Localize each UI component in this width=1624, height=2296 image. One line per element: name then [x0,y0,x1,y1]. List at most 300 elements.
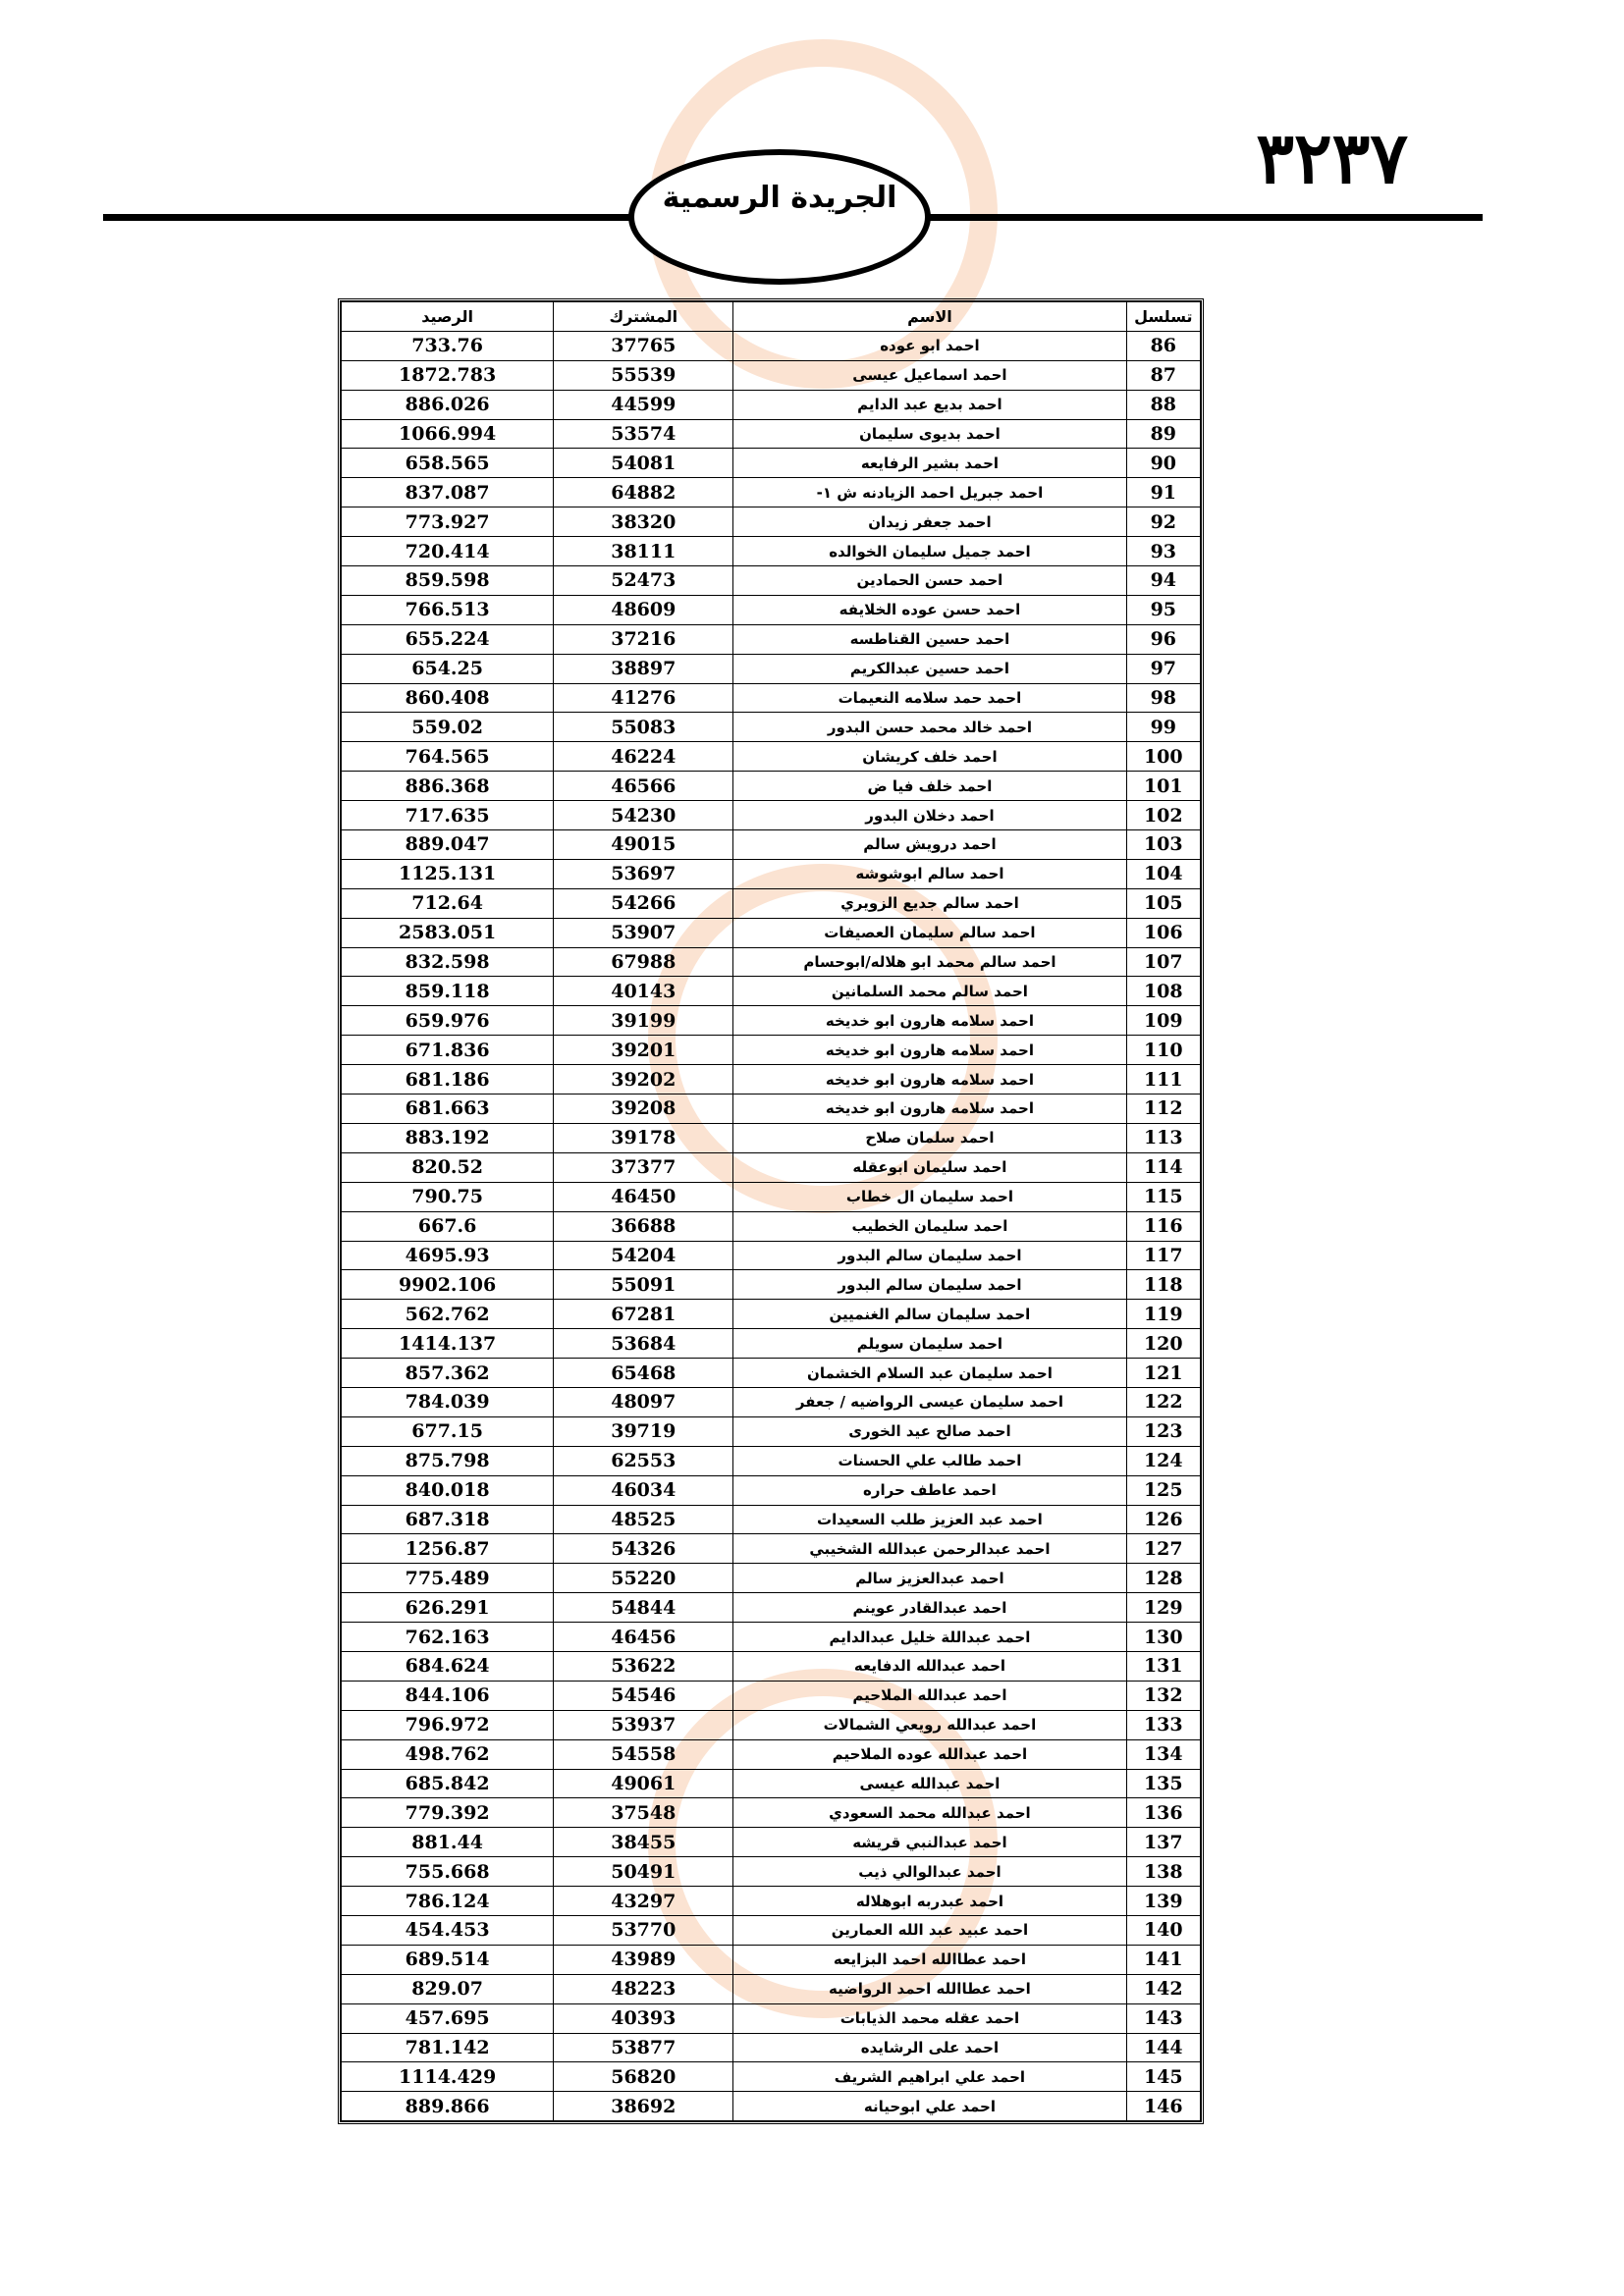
subscriber-cell: 48525 [554,1505,733,1534]
serial-cell: 92 [1126,507,1200,537]
name-cell: احمد طالب علي الحسنات [733,1446,1126,1475]
name-cell: احمد خلف فيا ض [733,772,1126,801]
table-row [342,1211,1201,1241]
table-row [342,1446,1201,1475]
subscriber-cell: 55091 [554,1270,733,1300]
name-cell: احمد عبدالرحمن عبدالله الشخيبي [733,1534,1126,1564]
table-row [342,2092,1201,2121]
serial-cell: 122 [1126,1387,1200,1416]
subscriber-cell: 38897 [554,654,733,683]
table-row [342,1329,1201,1359]
name-cell: احمد سليمان عبد السلام الخشمان [733,1359,1126,1388]
subscriber-cell: 54081 [554,449,733,478]
serial-cell: 89 [1126,419,1200,449]
name-cell: احمد سليمان سالم الغنميين [733,1300,1126,1329]
table-row [342,1300,1201,1329]
subscriber-cell: 49061 [554,1769,733,1798]
balance-cell: 779.392 [342,1798,554,1828]
name-cell: احمد عبدالله عوده الملاحيم [733,1739,1126,1769]
subscriber-cell: 41276 [554,683,733,713]
subscriber-cell: 54266 [554,888,733,918]
balance-cell: 755.668 [342,1857,554,1887]
table-row [342,360,1201,390]
serial-cell: 135 [1126,1769,1200,1798]
header-balance: الرصيد [342,302,554,332]
name-cell: احمد جعفر زيدان [733,507,1126,537]
table-row [342,1036,1201,1065]
serial-cell: 119 [1126,1300,1200,1329]
serial-cell: 101 [1126,772,1200,801]
balance-cell: 654.25 [342,654,554,683]
serial-cell: 97 [1126,654,1200,683]
serial-cell: 93 [1126,537,1200,566]
serial-cell: 139 [1126,1887,1200,1916]
balance-cell: 860.408 [342,683,554,713]
serial-cell: 90 [1126,449,1200,478]
name-cell: احمد عبدالقادر عوينم [733,1593,1126,1623]
balance-cell: 766.513 [342,595,554,624]
balance-cell: 832.598 [342,947,554,977]
serial-cell: 108 [1126,977,1200,1006]
table-row [342,507,1201,537]
subscriber-cell: 48223 [554,1974,733,2003]
masthead-title: الجريدة الرسمية [662,180,897,215]
table-row [342,1857,1201,1887]
serial-cell: 136 [1126,1798,1200,1828]
balance-cell: 857.362 [342,1359,554,1388]
balance-cell: 784.039 [342,1387,554,1416]
balance-cell: 1872.783 [342,360,554,390]
name-cell: احمد عطاالله احمد الرواضيه [733,1974,1126,2003]
name-cell: احمد صالح عيد الخورى [733,1416,1126,1446]
table-row [342,1681,1201,1710]
balance-cell: 667.6 [342,1211,554,1241]
table-row [342,947,1201,977]
table-row [342,1769,1201,1798]
subscriber-cell: 64882 [554,478,733,507]
table-row [342,1505,1201,1534]
name-cell: احمد عبدالله رويعي الشمالات [733,1710,1126,1739]
subscriber-cell: 53907 [554,918,733,947]
table-row [342,859,1201,888]
name-cell: احمد سليمان الخطيب [733,1211,1126,1241]
table-row [342,772,1201,801]
name-cell: احمد عبدالعزيز سالم [733,1564,1126,1593]
table-row [342,1006,1201,1036]
serial-cell: 137 [1126,1828,1200,1857]
balance-cell: 796.972 [342,1710,554,1739]
subscriber-cell: 38111 [554,537,733,566]
subscriber-cell: 37765 [554,331,733,360]
table-row [342,1651,1201,1681]
balance-cell: 1256.87 [342,1534,554,1564]
balance-cell: 883.192 [342,1123,554,1152]
name-cell: احمد عبد العزيز طلب السعيدات [733,1505,1126,1534]
name-cell: احمد علي ابراهيم الشريف [733,2062,1126,2092]
name-cell: احمد حسين القناطسه [733,624,1126,654]
balance-cell: 498.762 [342,1739,554,1769]
serial-cell: 103 [1126,830,1200,860]
subscriber-cell: 46456 [554,1623,733,1652]
subscriber-cell: 38692 [554,2092,733,2121]
table-row [342,566,1201,596]
name-cell: احمد درويش سالم [733,830,1126,860]
subscriber-cell: 67988 [554,947,733,977]
subscriber-cell: 55220 [554,1564,733,1593]
balance-cell: 1125.131 [342,859,554,888]
subscriber-cell: 54558 [554,1739,733,1769]
table-row [342,419,1201,449]
serial-cell: 94 [1126,566,1200,596]
balance-cell: 658.565 [342,449,554,478]
table-row [342,1945,1201,1974]
serial-cell: 115 [1126,1182,1200,1211]
serial-cell: 128 [1126,1564,1200,1593]
balance-cell: 859.598 [342,566,554,596]
serial-cell: 104 [1126,859,1200,888]
name-cell: احمد عبدالوالي ذيب [733,1857,1126,1887]
balance-cell: 859.118 [342,977,554,1006]
serial-cell: 138 [1126,1857,1200,1887]
subscriber-cell: 54230 [554,801,733,830]
subscriber-cell: 44599 [554,390,733,419]
serial-cell: 106 [1126,918,1200,947]
balance-cell: 626.291 [342,1593,554,1623]
name-cell: احمد اسماعيل عيسى [733,360,1126,390]
serial-cell: 141 [1126,1945,1200,1974]
balance-cell: 837.087 [342,478,554,507]
name-cell: احمد عبيد عبد الله العمارين [733,1915,1126,1945]
table-row [342,918,1201,947]
subscriber-cell: 53574 [554,419,733,449]
table-row [342,2003,1201,2033]
serial-cell: 124 [1126,1446,1200,1475]
name-cell: احمد عبدالله الدفايعه [733,1651,1126,1681]
name-cell: احمد بديع عبد الدايم [733,390,1126,419]
name-cell: احمد ابو عوده [733,331,1126,360]
balance-cell: 829.07 [342,1974,554,2003]
balance-cell: 781.142 [342,2033,554,2062]
name-cell: احمد سالم ابوشوشه [733,859,1126,888]
balance-cell: 9902.106 [342,1270,554,1300]
table-row [342,888,1201,918]
serial-cell: 127 [1126,1534,1200,1564]
table-row [342,595,1201,624]
table-row [342,1182,1201,1211]
subscriber-cell: 54204 [554,1241,733,1270]
serial-cell: 113 [1126,1123,1200,1152]
subscriber-cell: 39178 [554,1123,733,1152]
balance-cell: 886.026 [342,390,554,419]
table-row [342,1593,1201,1623]
subscriber-cell: 62553 [554,1446,733,1475]
name-cell: احمد حسن الحمادين [733,566,1126,596]
table-row [342,331,1201,360]
name-cell: احمد سالم سليمان العصيفات [733,918,1126,947]
serial-cell: 109 [1126,1006,1200,1036]
balance-cell: 881.44 [342,1828,554,1857]
subscriber-cell: 52473 [554,566,733,596]
subscriber-cell: 37548 [554,1798,733,1828]
serial-cell: 142 [1126,1974,1200,2003]
header-subscriber: المشترك [554,302,733,332]
name-cell: احمد حسين عبدالكريم [733,654,1126,683]
subscriber-cell: 53937 [554,1710,733,1739]
table-row [342,478,1201,507]
serial-cell: 118 [1126,1270,1200,1300]
serial-cell: 143 [1126,2003,1200,2033]
balance-cell: 840.018 [342,1475,554,1505]
balance-cell: 786.124 [342,1887,554,1916]
serial-cell: 88 [1126,390,1200,419]
table-row [342,1564,1201,1593]
name-cell: احمد سليمان سويلم [733,1329,1126,1359]
subscriber-cell: 43989 [554,1945,733,1974]
name-cell: احمد عطاالله احمد البزايعه [733,1945,1126,1974]
name-cell: احمد عقله محمد الذيابات [733,2003,1126,2033]
table-row [342,1828,1201,1857]
name-cell: احمد حمد سلامه النعيمات [733,683,1126,713]
subscriber-cell: 39199 [554,1006,733,1036]
name-cell: احمد سلامه هارون ابو خديخه [733,1065,1126,1095]
balance-cell: 655.224 [342,624,554,654]
balance-cell: 681.186 [342,1065,554,1095]
table-row [342,1152,1201,1182]
serial-cell: 116 [1126,1211,1200,1241]
serial-cell: 144 [1126,2033,1200,2062]
name-cell: احمد عبدالنبي قريشه [733,1828,1126,1857]
name-cell: احمد سلامه هارون ابو خديخه [733,1095,1126,1124]
balance-cell: 562.762 [342,1300,554,1329]
serial-cell: 146 [1126,2092,1200,2121]
table-row [342,1270,1201,1300]
name-cell: احمد سليمان ابوعقله [733,1152,1126,1182]
name-cell: احمد بديوى سليمان [733,419,1126,449]
name-cell: احمد سليمان عيسى الرواضيه / جعفر [733,1387,1126,1416]
name-cell: احمد سالم محمد السلمانين [733,977,1126,1006]
name-cell: احمد عاطف حراره [733,1475,1126,1505]
balance-cell: 2583.051 [342,918,554,947]
name-cell: احمد سليمان سالم البدور [733,1241,1126,1270]
subscriber-cell: 39201 [554,1036,733,1065]
subscriber-cell: 65468 [554,1359,733,1388]
header-name: الاسم [733,302,1126,332]
table-row [342,1915,1201,1945]
balance-cell: 559.02 [342,713,554,742]
serial-cell: 110 [1126,1036,1200,1065]
subscriber-cell: 46566 [554,772,733,801]
table-row [342,977,1201,1006]
table-row [342,713,1201,742]
page-number: ٣٢٣٧ [1256,116,1408,199]
serial-cell: 145 [1126,2062,1200,2092]
subscriber-cell: 54326 [554,1534,733,1564]
table-row [342,742,1201,772]
table-row [342,1475,1201,1505]
serial-cell: 121 [1126,1359,1200,1388]
name-cell: احمد عبدالله عيسى [733,1769,1126,1798]
balance-cell: 764.565 [342,742,554,772]
name-cell: احمد على الرشايده [733,2033,1126,2062]
balance-cell: 1414.137 [342,1329,554,1359]
name-cell: احمد علي ابوحيانه [733,2092,1126,2121]
table-row [342,1623,1201,1652]
balance-cell: 687.318 [342,1505,554,1534]
balance-cell: 671.836 [342,1036,554,1065]
balance-cell: 720.414 [342,537,554,566]
subscriber-cell: 36688 [554,1211,733,1241]
subscriber-cell: 55539 [554,360,733,390]
balance-cell: 677.15 [342,1416,554,1446]
balance-cell: 844.106 [342,1681,554,1710]
masthead-oval [628,149,931,285]
table-body [342,331,1201,2120]
name-cell: احمد عبدالله محمد السعودي [733,1798,1126,1828]
balance-cell: 773.927 [342,507,554,537]
name-cell: احمد سلامه هارون ابو خديخه [733,1006,1126,1036]
balance-cell: 4695.93 [342,1241,554,1270]
subscriber-cell: 38455 [554,1828,733,1857]
table-row [342,1095,1201,1124]
table-row [342,1387,1201,1416]
balance-cell: 684.624 [342,1651,554,1681]
subscriber-cell: 46224 [554,742,733,772]
name-cell: احمد سلمان صلاح [733,1123,1126,1152]
balance-cell: 820.52 [342,1152,554,1182]
subscriber-cell: 50491 [554,1857,733,1887]
serial-cell: 100 [1126,742,1200,772]
subscriber-cell: 39208 [554,1095,733,1124]
header-serial: تسلسل [1126,302,1200,332]
balance-cell: 889.047 [342,830,554,860]
table-row [342,1065,1201,1095]
table-row [342,654,1201,683]
serial-cell: 140 [1126,1915,1200,1945]
balance-cell: 712.64 [342,888,554,918]
serial-cell: 123 [1126,1416,1200,1446]
balance-cell: 717.635 [342,801,554,830]
serial-cell: 129 [1126,1593,1200,1623]
balance-cell: 1114.429 [342,2062,554,2092]
balance-cell: 681.663 [342,1095,554,1124]
subscriber-cell: 56820 [554,2062,733,2092]
subscriber-cell: 37216 [554,624,733,654]
subscriber-cell: 49015 [554,830,733,860]
name-cell: احمد عبداللة خليل عبدالدايم [733,1623,1126,1652]
name-cell: احمد بشير الرفايعه [733,449,1126,478]
balance-cell: 454.453 [342,1915,554,1945]
balance-cell: 886.368 [342,772,554,801]
serial-cell: 114 [1126,1152,1200,1182]
serial-cell: 98 [1126,683,1200,713]
serial-cell: 131 [1126,1651,1200,1681]
serial-cell: 126 [1126,1505,1200,1534]
subscriber-cell: 48097 [554,1387,733,1416]
serial-cell: 134 [1126,1739,1200,1769]
subscriber-cell: 53877 [554,2033,733,2062]
serial-cell: 102 [1126,801,1200,830]
serial-cell: 130 [1126,1623,1200,1652]
balance-cell: 875.798 [342,1446,554,1475]
serial-cell: 96 [1126,624,1200,654]
subscriber-cell: 37377 [554,1152,733,1182]
balance-cell: 659.976 [342,1006,554,1036]
name-cell: احمد سليمان ال خطاب [733,1182,1126,1211]
subscriber-cell: 53622 [554,1651,733,1681]
name-cell: احمد سالم محمد ابو هلاله/ابوحسام [733,947,1126,977]
name-cell: احمد خلف كريشان [733,742,1126,772]
subscriber-cell: 53697 [554,859,733,888]
subscriber-cell: 39719 [554,1416,733,1446]
table-row [342,1534,1201,1564]
name-cell: احمد سالم جديع الزويري [733,888,1126,918]
table-row [342,1974,1201,2003]
name-cell: احمد سلامه هارون ابو خديخه [733,1036,1126,1065]
serial-cell: 112 [1126,1095,1200,1124]
balance-table [338,298,1204,2124]
serial-cell: 95 [1126,595,1200,624]
subscriber-cell: 43297 [554,1887,733,1916]
name-cell: احمد خالد محمد حسن البدور [733,713,1126,742]
subscriber-cell: 55083 [554,713,733,742]
subscriber-cell: 39202 [554,1065,733,1095]
table-row [342,1416,1201,1446]
table-row [342,1739,1201,1769]
serial-cell: 86 [1126,331,1200,360]
table-row [342,624,1201,654]
table-row [342,830,1201,860]
subscriber-cell: 48609 [554,595,733,624]
subscriber-cell: 46450 [554,1182,733,1211]
serial-cell: 117 [1126,1241,1200,1270]
table-row [342,1241,1201,1270]
subscriber-cell: 53684 [554,1329,733,1359]
subscriber-cell: 40143 [554,977,733,1006]
balance-cell: 775.489 [342,1564,554,1593]
balance-cell: 762.163 [342,1623,554,1652]
subscriber-cell: 46034 [554,1475,733,1505]
table-row [342,2033,1201,2062]
name-cell: احمد جبريل احمد الزيادنه ش ١- [733,478,1126,507]
name-cell: احمد سليمان سالم البدور [733,1270,1126,1300]
serial-cell: 132 [1126,1681,1200,1710]
balance-cell: 733.76 [342,331,554,360]
subscriber-cell: 54546 [554,1681,733,1710]
table-row [342,2062,1201,2092]
subscriber-cell: 54844 [554,1593,733,1623]
balance-cell: 1066.994 [342,419,554,449]
table-header-row [342,302,1201,332]
balance-cell: 889.866 [342,2092,554,2121]
table-row [342,801,1201,830]
name-cell: احمد عبدربه ابوهلاله [733,1887,1126,1916]
table-row [342,1359,1201,1388]
name-cell: احمد جميل سليمان الخوالده [733,537,1126,566]
table-row [342,1123,1201,1152]
serial-cell: 133 [1126,1710,1200,1739]
table-row [342,683,1201,713]
balance-cell: 790.75 [342,1182,554,1211]
table-row [342,1887,1201,1916]
name-cell: احمد عبدالله الملاحيم [733,1681,1126,1710]
name-cell: احمد حسن عوده الخلايفه [733,595,1126,624]
serial-cell: 99 [1126,713,1200,742]
table-row [342,1798,1201,1828]
balance-cell: 685.842 [342,1769,554,1798]
table-row [342,390,1201,419]
table-row [342,1710,1201,1739]
serial-cell: 87 [1126,360,1200,390]
